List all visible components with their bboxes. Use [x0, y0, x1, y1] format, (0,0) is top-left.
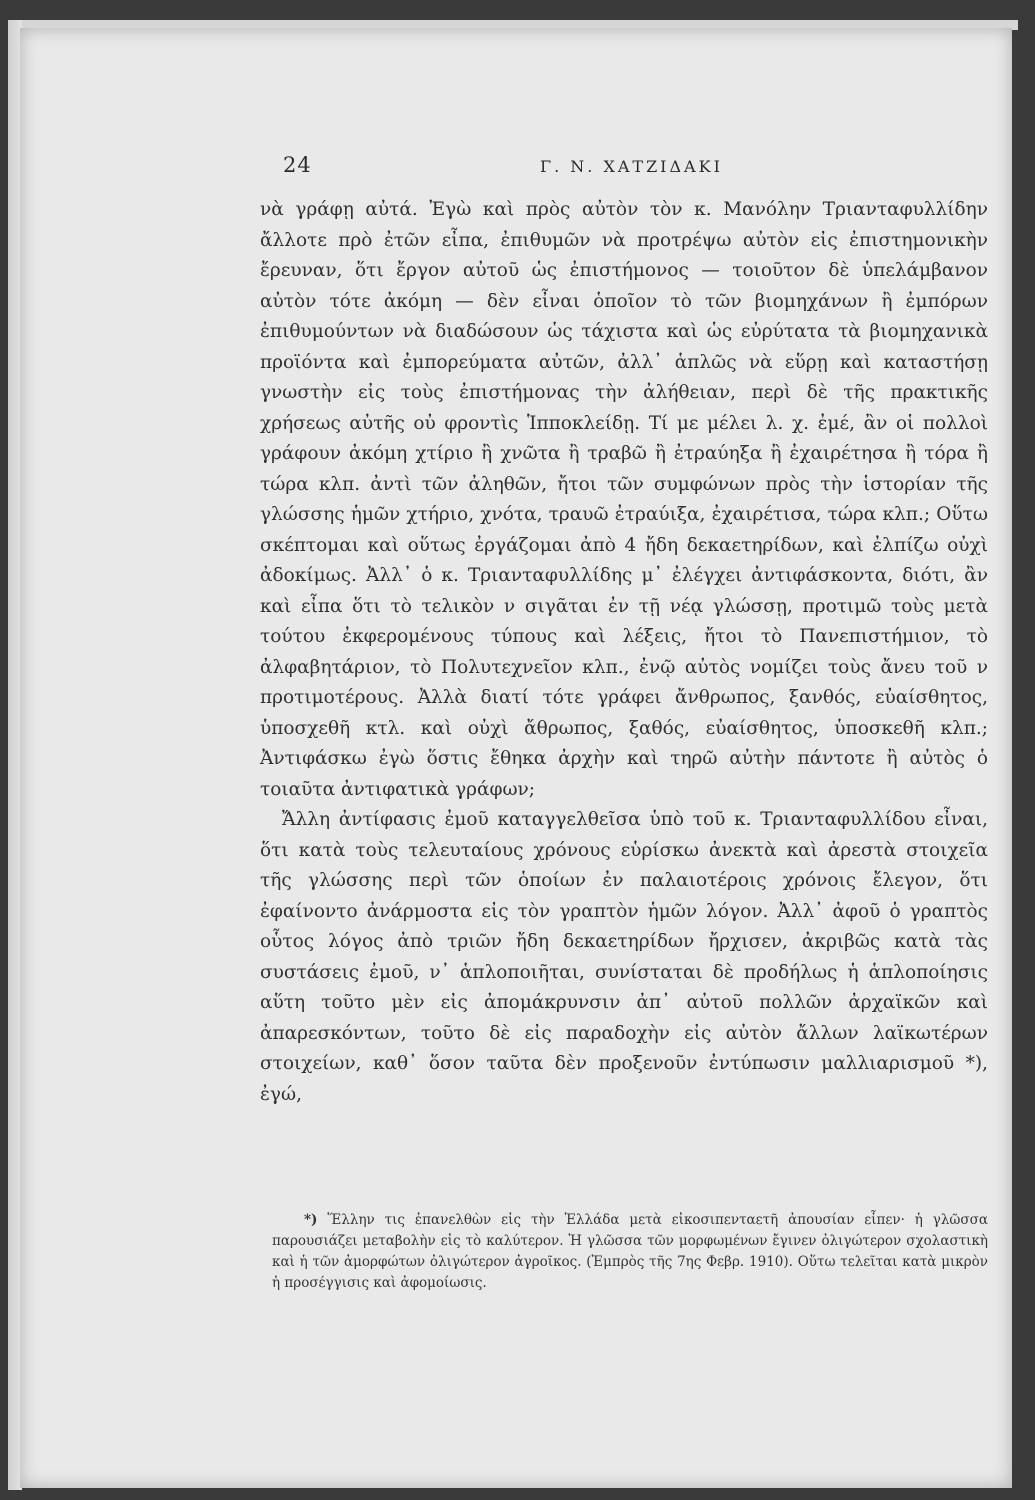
footnote-block	[272, 1210, 988, 1294]
paragraph-2: Ἄλλη ἀντίφασις ἐμοῦ καταγγελθεῖσα ὑπὸ τοῦ κ. Τριανταφυλλίδου εἶναι, ὅτι κατὰ τοὺς τελευταίους χρόνους εὑρίσκω ἀνεκτὰ καὶ ἀρεστὰ στοιχεῖα τῆς γλώσσης περὶ τῶν ὁποίων ἐν παλαιοτέροις χρόνοις ἔλεγον, ὅτι ἐφαίνοντο ἀνάρμοστα εἰς τὸν γραπτὸν ἡμῶν λόγον. Ἀλλ᾿ ἀφοῦ ὁ γραπτὸς οὗτος λόγος ἀπὸ τριῶν ἤδη δεκαετηρίδων ἤρχισεν, ἀκριβῶς κατὰ τὰς συστάσεις ἐμοῦ, ν᾿ ἁπλοποιῆται, συνίσταται δὲ προδήλως ἡ ἁπλοποίησις αὕτη τοῦτο μὲν εἰς ἀπομάκρυνσιν ἀπ᾿ αὐτοῦ πολλῶν ἀρχαϊκῶν καὶ ἀπαρεσκόντων, τοῦτο δὲ εἰς παραδοχὴν εἰς αὐτὸν ἄλλων λαϊκωτέρων στοιχείων, καθ᾿ ὅσον ταῦτα δὲν προξενοῦν ἐντύπωσιν μαλλιαρισμοῦ *), ἐγώ,	[260, 809, 988, 1105]
footnote-marker: *)	[304, 1212, 318, 1228]
paragraph-1: νὰ γράφῃ αὐτά. Ἐγὼ καὶ πρὸς αὐτὸν τὸν κ. Μανόλην Τριανταφυλλίδην ἄλλοτε πρὸ ἐτῶν εἶπα, ἐπιθυμῶν νὰ προτρέψω αὐτὸν εἰς ἐπιστημονικὴν ἔρευναν, ὅτι ἔργον αὐτοῦ ὡς ἐπιστήμονος — τοιοῦτον δὲ ὑπελάμβανον αὐτὸν τότε ἀκόμη — δὲν εἶναι ὁποῖον τὸ τῶν βιομηχάνων ἢ ἐμπόρων ἐπιθυμούντων νὰ διαδώσουν ὡς τάχιστα καὶ ὡς εὐρύτατα τὰ βιομηχανικὰ προϊόντα καὶ ἐμπορεύματα αὐτῶν, ἀλλ᾿ ἁπλῶς νὰ εὕρῃ καὶ καταστήσῃ γνωστὴν εἰς τοὺς ἐπιστήμονας τὴν ἀλήθειαν, περὶ δὲ τῆς πρακτικῆς χρήσεως αὐτῆς οὐ φροντὶς Ἱπποκλείδῃ. Τί με μέλει λ. χ. ἐμέ, ἂν οἱ πολλοὶ γράφουν ἀκόμη χτίριο ἢ χνῶτα ἢ τραβῶ ἢ ἐτραύηξα ἢ ἐχαιρέτησα ἢ τόρα ἢ τώρα κλπ. ἀντὶ τῶν ἀληθῶν, ἤτοι τῶν συμφώνων πρὸς τὴν ἱστορίαν τῆς γλώσσης ἡμῶν χτήριο, χνότα, τραυῶ ἐτραύιξα, ἐχαιρέτισα, τώρα κλπ.; Οὕτω σκέπτομαι καὶ οὕτως ἐργάζομαι ἀπὸ 4 ἤδη δεκαετηρίδων, καὶ ἐλπίζω οὐχὶ ἀδοκίμως. Ἀλλ᾿ ὁ κ. Τριανταφυλλίδης μ᾿ ἐλέγχει ἀντιφάσκοντα, διότι, ἂν καὶ εἶπα ὅτι τὸ τελικὸν ν σιγᾶται ἐν τῇ νέᾳ γλώσσῃ, προτιμῶ τοὺς μετὰ τούτου ἐκφερομένους τύπους καὶ λέξεις, ἤτοι τὸ Πανεπιστήμιον, τὸ ἀλφαβητάριον, τὸ Πολυτεχνεῖον κλπ., ἐνῷ αὐτὸς νομίζει τοὺς ἄνευ τοῦ ν προτιμοτέρους. Ἀλλὰ διατί τότε γράφει ἄνθρωπος, ξανθός, εὐαίσθητος, ὑποσχεθῆ κτλ. καὶ οὐχὶ ἄθρωπος, ξαθός, εὐαίσθητος, ὑποσκεθῆ κλπ.; Ἀντιφάσκω ἐγὼ ὅστις ἔθηκα ἀρχὴν καὶ τηρῶ αὐτὴν πάντοτε ἢ αὐτὸς ὁ τοιαῦτα ἀντιφατικὰ γράφων;	[260, 199, 988, 800]
page-header	[283, 153, 983, 189]
body-text	[260, 195, 988, 1110]
footnote	[272, 1210, 988, 1294]
page-number: 24	[283, 153, 312, 177]
footnote-text: Ἕλλην τις ἐπανελθὼν εἰς τὴν Ἑλλάδα μετὰ εἰκοσιπενταετῆ ἀπουσίαν εἶπεν· ἡ γλῶσσα παρουσιάζει μεταβολὴν εἰς τὸ καλύτερον. Ἡ γλῶσσα τῶν μορφωμένων ἔγινεν ὀλιγώτερον σχολαστικὴ καὶ ἡ τῶν ἀμορφώτων ὀλιγώτερον ἀγροῖκος. (Ἐμπρὸς τῆς 7ης Φεβρ. 1910). Οὕτω τελεῖται κατὰ μικρὸν ἡ προσέγγισις καὶ ἀφομοίωσις.	[272, 1212, 988, 1291]
running-head: Γ. Ν. ΧΑΤΖΙΔΑΚΙ	[540, 157, 723, 176]
